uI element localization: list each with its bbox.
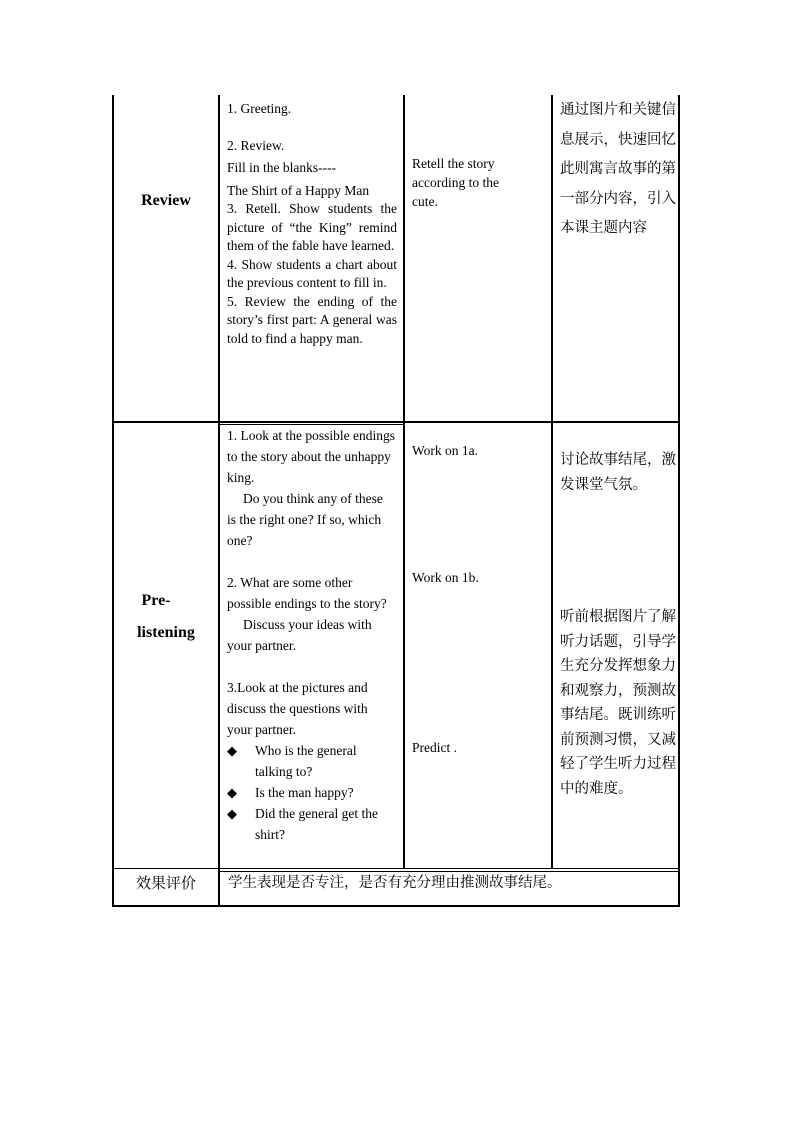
evaluation-label: 效果评价 xyxy=(135,874,196,892)
review-item-greeting: 1. Greeting. xyxy=(227,101,292,116)
pre-student-3: Predict . xyxy=(412,740,457,755)
review-item-review: 2. Review. xyxy=(227,137,285,153)
diamond-bullet-icon: ◆ xyxy=(227,785,237,800)
review-activities xyxy=(227,100,397,348)
prelistening-label-line2: listening xyxy=(137,624,195,641)
review-item-title: The Shirt of a Happy Man xyxy=(227,182,370,198)
prelistening-activities xyxy=(227,425,395,845)
review-item-fill: Fill in the blanks---- xyxy=(227,160,337,175)
diamond-bullet-icon: ◆ xyxy=(227,743,237,758)
pre-item-3: 3.Look at the pictures and discuss the questions with your partner. xyxy=(227,680,368,737)
review-label: Review xyxy=(141,192,191,209)
pre-purpose-2: 听前根据图片了解听力话题，引导学生充分发挥想象力和观察力，预测故事结尾。既训练听前预测习惯，又减轻了学生听力过程中的难度。 xyxy=(560,609,676,797)
diamond-bullet-icon: ◆ xyxy=(227,806,237,821)
review-item-retell: 3. Retell. Show students the picture of “the King” remind them of the fable have learned. xyxy=(227,201,397,253)
row-divider-2 xyxy=(112,868,680,869)
pre-item-2-question: Discuss your ideas with your partner. xyxy=(227,617,372,653)
pre-bullet-2: ◆ Is the man happy? xyxy=(227,782,395,803)
pre-item-1: 1. Look at the possible endings to the story about the unhappy king. xyxy=(227,428,395,485)
pre-bullet-3: ◆ Did the general get the shirt? xyxy=(227,803,395,845)
evaluation-content: 学生表现是否专注，是否有充分理由推测故事结尾。 xyxy=(228,875,562,891)
pre-bullet-1: ◆ Who is the general talking to? xyxy=(227,740,395,782)
column-divider-1 xyxy=(218,95,220,907)
pre-item-1-question: Do you think any of these is the right one? If so, which one? xyxy=(227,491,383,548)
spacer xyxy=(227,551,395,572)
pre-purpose-1: 讨论故事结尾，激发课堂气氛。 xyxy=(560,452,676,493)
pre-student-2: Work on 1b. xyxy=(412,570,479,585)
review-item-chart: 4. Show students a chart about the previous content to fill in. xyxy=(227,256,397,290)
review-item-ending: 5. Review the ending of the story’s first part: A general was told to find a happy man. xyxy=(227,293,397,346)
column-divider-3 xyxy=(551,95,553,869)
pre-item-2: 2. What are some other possible endings to the story? xyxy=(227,575,387,611)
prelistening-label xyxy=(114,585,218,649)
prelistening-label-line1: Pre- xyxy=(141,592,171,609)
column-divider-2 xyxy=(403,95,405,869)
review-student-activity: Retell the story according to the cute. xyxy=(412,156,499,209)
row-divider-1 xyxy=(112,421,680,423)
spacer xyxy=(227,656,395,677)
review-purpose: 通过图片和关键信息展示，快速回忆此则寓言故事的第一部分内容，引入本课主题内容 xyxy=(560,102,676,236)
pre-student-1: Work on 1a. xyxy=(412,443,479,458)
